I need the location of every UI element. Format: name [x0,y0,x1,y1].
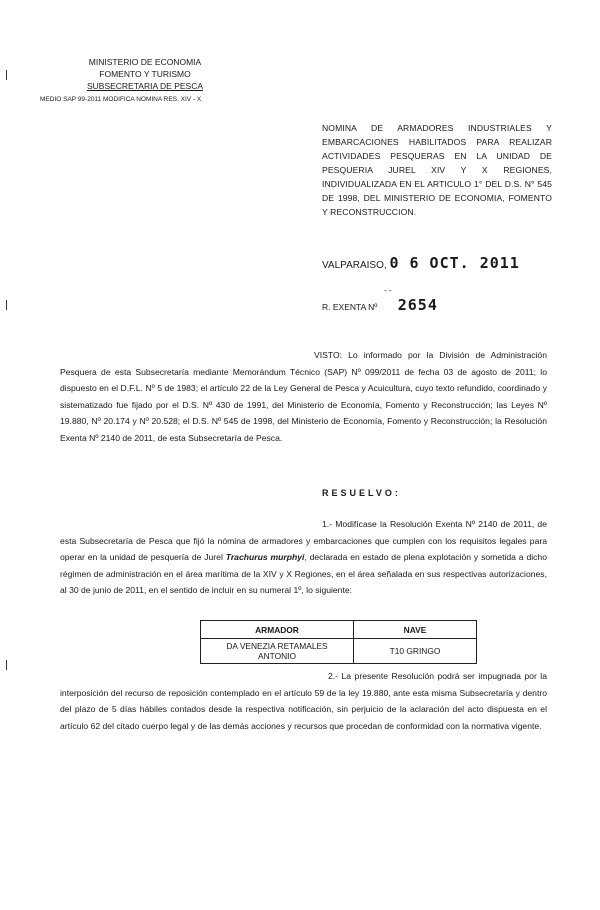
article-2-paragraph: 2.- La presente Resolución podrá ser impugnada por la interposición del recurso de reposición contemplado en el artículo 59 de la ley 19.880, ante esta misma Subsecretaría y dentro del plazo de 5 días hábiles contados desde la respectiva notificación, sin perjuicio de la aclaración del acto dispuesta en el artículo 62 del citado cuerpo legal y de las demás acciones y recursos que procedan de conformidad con la normativa vigente. [60,671,547,731]
visto-paragraph: VISTO: Lo informado por la División de Administración Pesquera de esta Subsecretaría mediante Memorándum Técnico (SAP) Nº 099/2011 de fecha 03 de agosto de 2011; lo dispuesto en el D.F.L. Nº 5 de 1983; el artículo 22 de la Ley General de Pesca y Acuicultura, cuyo texto refundido, coordinado y sistematizado fue fijado por el D.S. Nº 430 de 1991, del Ministerio de Economía, Fomento y Reconstrucción; las Leyes Nº 19.880, Nº 20.174 y Nº 20.528; el D.S. Nº 545 de 1998, del Ministerio de Economía, Fomento y Reconstrucción; la Resolución Exenta Nº 2140 de 2011, de esta Subsecretaría de Pesca. [60,350,547,443]
cell-armador: DA VENEZIA RETAMALES ANTONIO [201,639,354,664]
resolution-line [322,286,438,314]
date-city: VALPARAISO, [322,260,387,271]
letterhead-ministry: MINISTERIO DE ECONOMIA [88,57,202,67]
margin-mark [6,70,7,80]
letterhead-reference: MEDIO SAP 99-2011 MODIFICA NOMINA RES. XIV - X [40,96,202,103]
margin-mark [6,300,7,310]
column-header-nave: NAVE [354,621,477,639]
cell-nave: T10 GRINGO [354,639,477,664]
column-header-armador: ARMADOR [201,621,354,639]
resolution-label: R. EXENTA Nº [322,302,378,312]
document-title: NOMINA DE ARMADORES INDUSTRIALES Y EMBARCACIONES HABILITADOS PARA REALIZAR ACTIVIDADES PESQUERAS EN LA UNIDAD DE PESQUERIA JUREL XIV Y X REGIONES, INDIVIDUALIZADA EN EL ARTICULO 1° DEL D.S. N° 545 DE 1998, DEL MINISTERIO DE ECONOMIA, FOMENTO Y RECONSTRUCCION. [322,123,552,217]
article-1-paragraph [60,516,547,599]
table-row [201,639,477,664]
resuelvo-heading: RESUELVO: [322,488,401,498]
letterhead-subsecretaria: SUBSECRETARIA DE PESCA [86,81,204,91]
resolution-number: 2654 [397,296,438,314]
species-name: Trachurus murphyi [225,552,305,562]
dash-marks: - - [384,286,392,295]
letterhead-ministry-sub: FOMENTO Y TURISMO [99,69,191,79]
date-stamp: 0 6 OCT. 2011 [389,254,520,272]
margin-mark [6,660,7,670]
armador-nave-table [200,620,477,664]
date-line [322,254,520,272]
letterhead [40,56,250,106]
table-header-row [201,621,477,639]
article-1-text-b: , declarada en estado de plena explotación y sometida a dicho régimen de administración en el área marítima de la XIV y X Regiones, en el área señalada en sus respectivas autorizaciones, al 30 de junio de 2011, en el sentido de incluir en su numeral 1º, lo siguiente: [60,552,547,595]
article-1-text-a: 1.- Modifícase la Resolución Exenta Nº 2140 de 2011, de esta Subsecretaría de Pesca que fijó la nómina de armadores y embarcaciones que cumplen con los requisitos legales para operar en la unidad de pesquería de Jurel [60,519,547,562]
